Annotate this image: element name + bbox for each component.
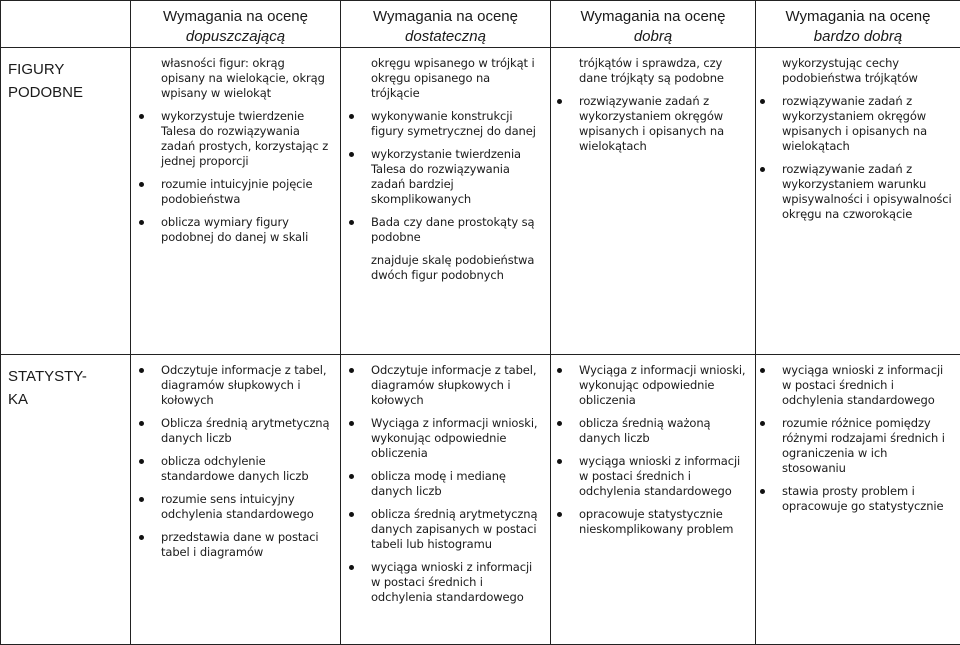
row-title <box>1 355 131 645</box>
cell-r0-c0 <box>131 48 341 355</box>
requirement-item: Wyciąga z informacji wnioski, wykonując odpowiednie obliczenia <box>579 363 747 408</box>
header-label: Wymagania na ocenę <box>756 7 960 27</box>
requirement-item: rozwiązywanie zadań z wykorzystaniem warunku wpisywalności i opisywalności okręgu na czworokącie <box>782 162 952 222</box>
cell-r1-c1 <box>341 355 551 645</box>
header-grade-3 <box>341 1 551 48</box>
requirement-item: oblicza średnią ważoną danych liczb <box>579 416 747 446</box>
header-grade-name: bardzo dobrą <box>756 27 960 47</box>
requirement-item: własności figur: okrąg opisany na wielokącie, okrąg wpisany w wielokąt <box>161 56 331 101</box>
requirement-item: oblicza wymiary figury podobnej do danej w skali <box>161 215 331 245</box>
requirement-item: wykorzystanie twierdzenia Talesa do rozwiązywania zadań bardziej skomplikowanych <box>371 147 541 207</box>
header-label: Wymagania na ocenę <box>131 7 340 27</box>
cell-r1-c3 <box>756 355 960 645</box>
requirement-item: rozumie różnice pomiędzy różnymi rodzajami średnich i ograniczenia w ich stosowaniu <box>782 416 952 476</box>
requirement-item: rozumie intuicyjnie pojęcie podobieństwa <box>161 177 331 207</box>
requirement-item: oblicza modę i medianę danych liczb <box>371 469 541 499</box>
requirement-item: oblicza odchylenie standardowe danych liczb <box>161 454 331 484</box>
header-grade-name: dostateczną <box>341 27 550 47</box>
cell-r0-c2 <box>551 48 756 355</box>
row-title <box>1 48 131 355</box>
row-title-line: PODOBNE <box>8 81 130 104</box>
row-statystyka <box>1 355 960 645</box>
header-grade-2 <box>131 1 341 48</box>
requirement-item: rozumie sens intuicyjny odchylenia standardowego <box>161 492 331 522</box>
requirement-item: przedstawia dane w postaci tabel i diagramów <box>161 530 331 560</box>
requirement-item: trójkątów i sprawdza, czy dane trójkąty są podobne <box>579 56 747 86</box>
row-figury-podobne <box>1 48 960 355</box>
cell-r1-c0 <box>131 355 341 645</box>
requirement-item: opracowuje statystycznie nieskomplikowany problem <box>579 507 747 537</box>
cell-r0-c1 <box>341 48 551 355</box>
requirement-item: oblicza średnią arytmetyczną danych zapisanych w postaci tabeli lub histogramu <box>371 507 541 552</box>
row-title-line: KA <box>8 388 130 411</box>
requirement-item: Odczytuje informacje z tabel, diagramów słupkowych i kołowych <box>161 363 331 408</box>
header-row <box>1 1 960 48</box>
header-grade-5 <box>756 1 960 48</box>
row-title-line: FIGURY <box>8 58 130 81</box>
requirement-item: Odczytuje informacje z tabel, diagramów słupkowych i kołowych <box>371 363 541 408</box>
header-grade-name: dopuszczającą <box>131 27 340 47</box>
requirement-item: wyciąga wnioski z informacji w postaci średnich i odchylenia standardowego <box>579 454 747 499</box>
requirement-item: rozwiązywanie zadań z wykorzystaniem okręgów wpisanych i opisanych na wielokątach <box>579 94 747 154</box>
requirement-item: wykorzystując cechy podobieństwa trójkątów <box>782 56 952 86</box>
row-title-line: STATYSTY- <box>8 365 130 388</box>
requirement-item: rozwiązywanie zadań z wykorzystaniem okręgów wpisanych i opisanych na wielokątach <box>782 94 952 154</box>
requirement-item: Oblicza średnią arytmetyczną danych liczb <box>161 416 331 446</box>
requirement-item: znajduje skalę podobieństwa dwóch figur podobnych <box>371 253 541 283</box>
requirement-item: wykonywanie konstrukcji figury symetrycznej do danej <box>371 109 541 139</box>
requirement-item: Bada czy dane prostokąty są podobne <box>371 215 541 245</box>
header-grade-name: dobrą <box>551 27 755 47</box>
requirement-item: stawia prosty problem i opracowuje go statystycznie <box>782 484 952 514</box>
requirement-item: okręgu wpisanego w trójkąt i okręgu opisanego na trójkącie <box>371 56 541 101</box>
header-grade-4 <box>551 1 756 48</box>
header-label: Wymagania na ocenę <box>551 7 755 27</box>
requirement-item: wyciąga wnioski z informacji w postaci średnich i odchylenia standardowego <box>371 560 541 605</box>
requirement-item: wykorzystuje twierdzenie Talesa do rozwiązywania zadań prostych, korzystając z jednej proporcji <box>161 109 331 169</box>
requirement-item: Wyciąga z informacji wnioski, wykonując odpowiednie obliczenia <box>371 416 541 461</box>
cell-r0-c3 <box>756 48 960 355</box>
requirement-item: wyciąga wnioski z informacji w postaci średnich i odchylenia standardowego <box>782 363 952 408</box>
header-empty-cell <box>1 1 131 48</box>
header-label: Wymagania na ocenę <box>341 7 550 27</box>
cell-r1-c2 <box>551 355 756 645</box>
